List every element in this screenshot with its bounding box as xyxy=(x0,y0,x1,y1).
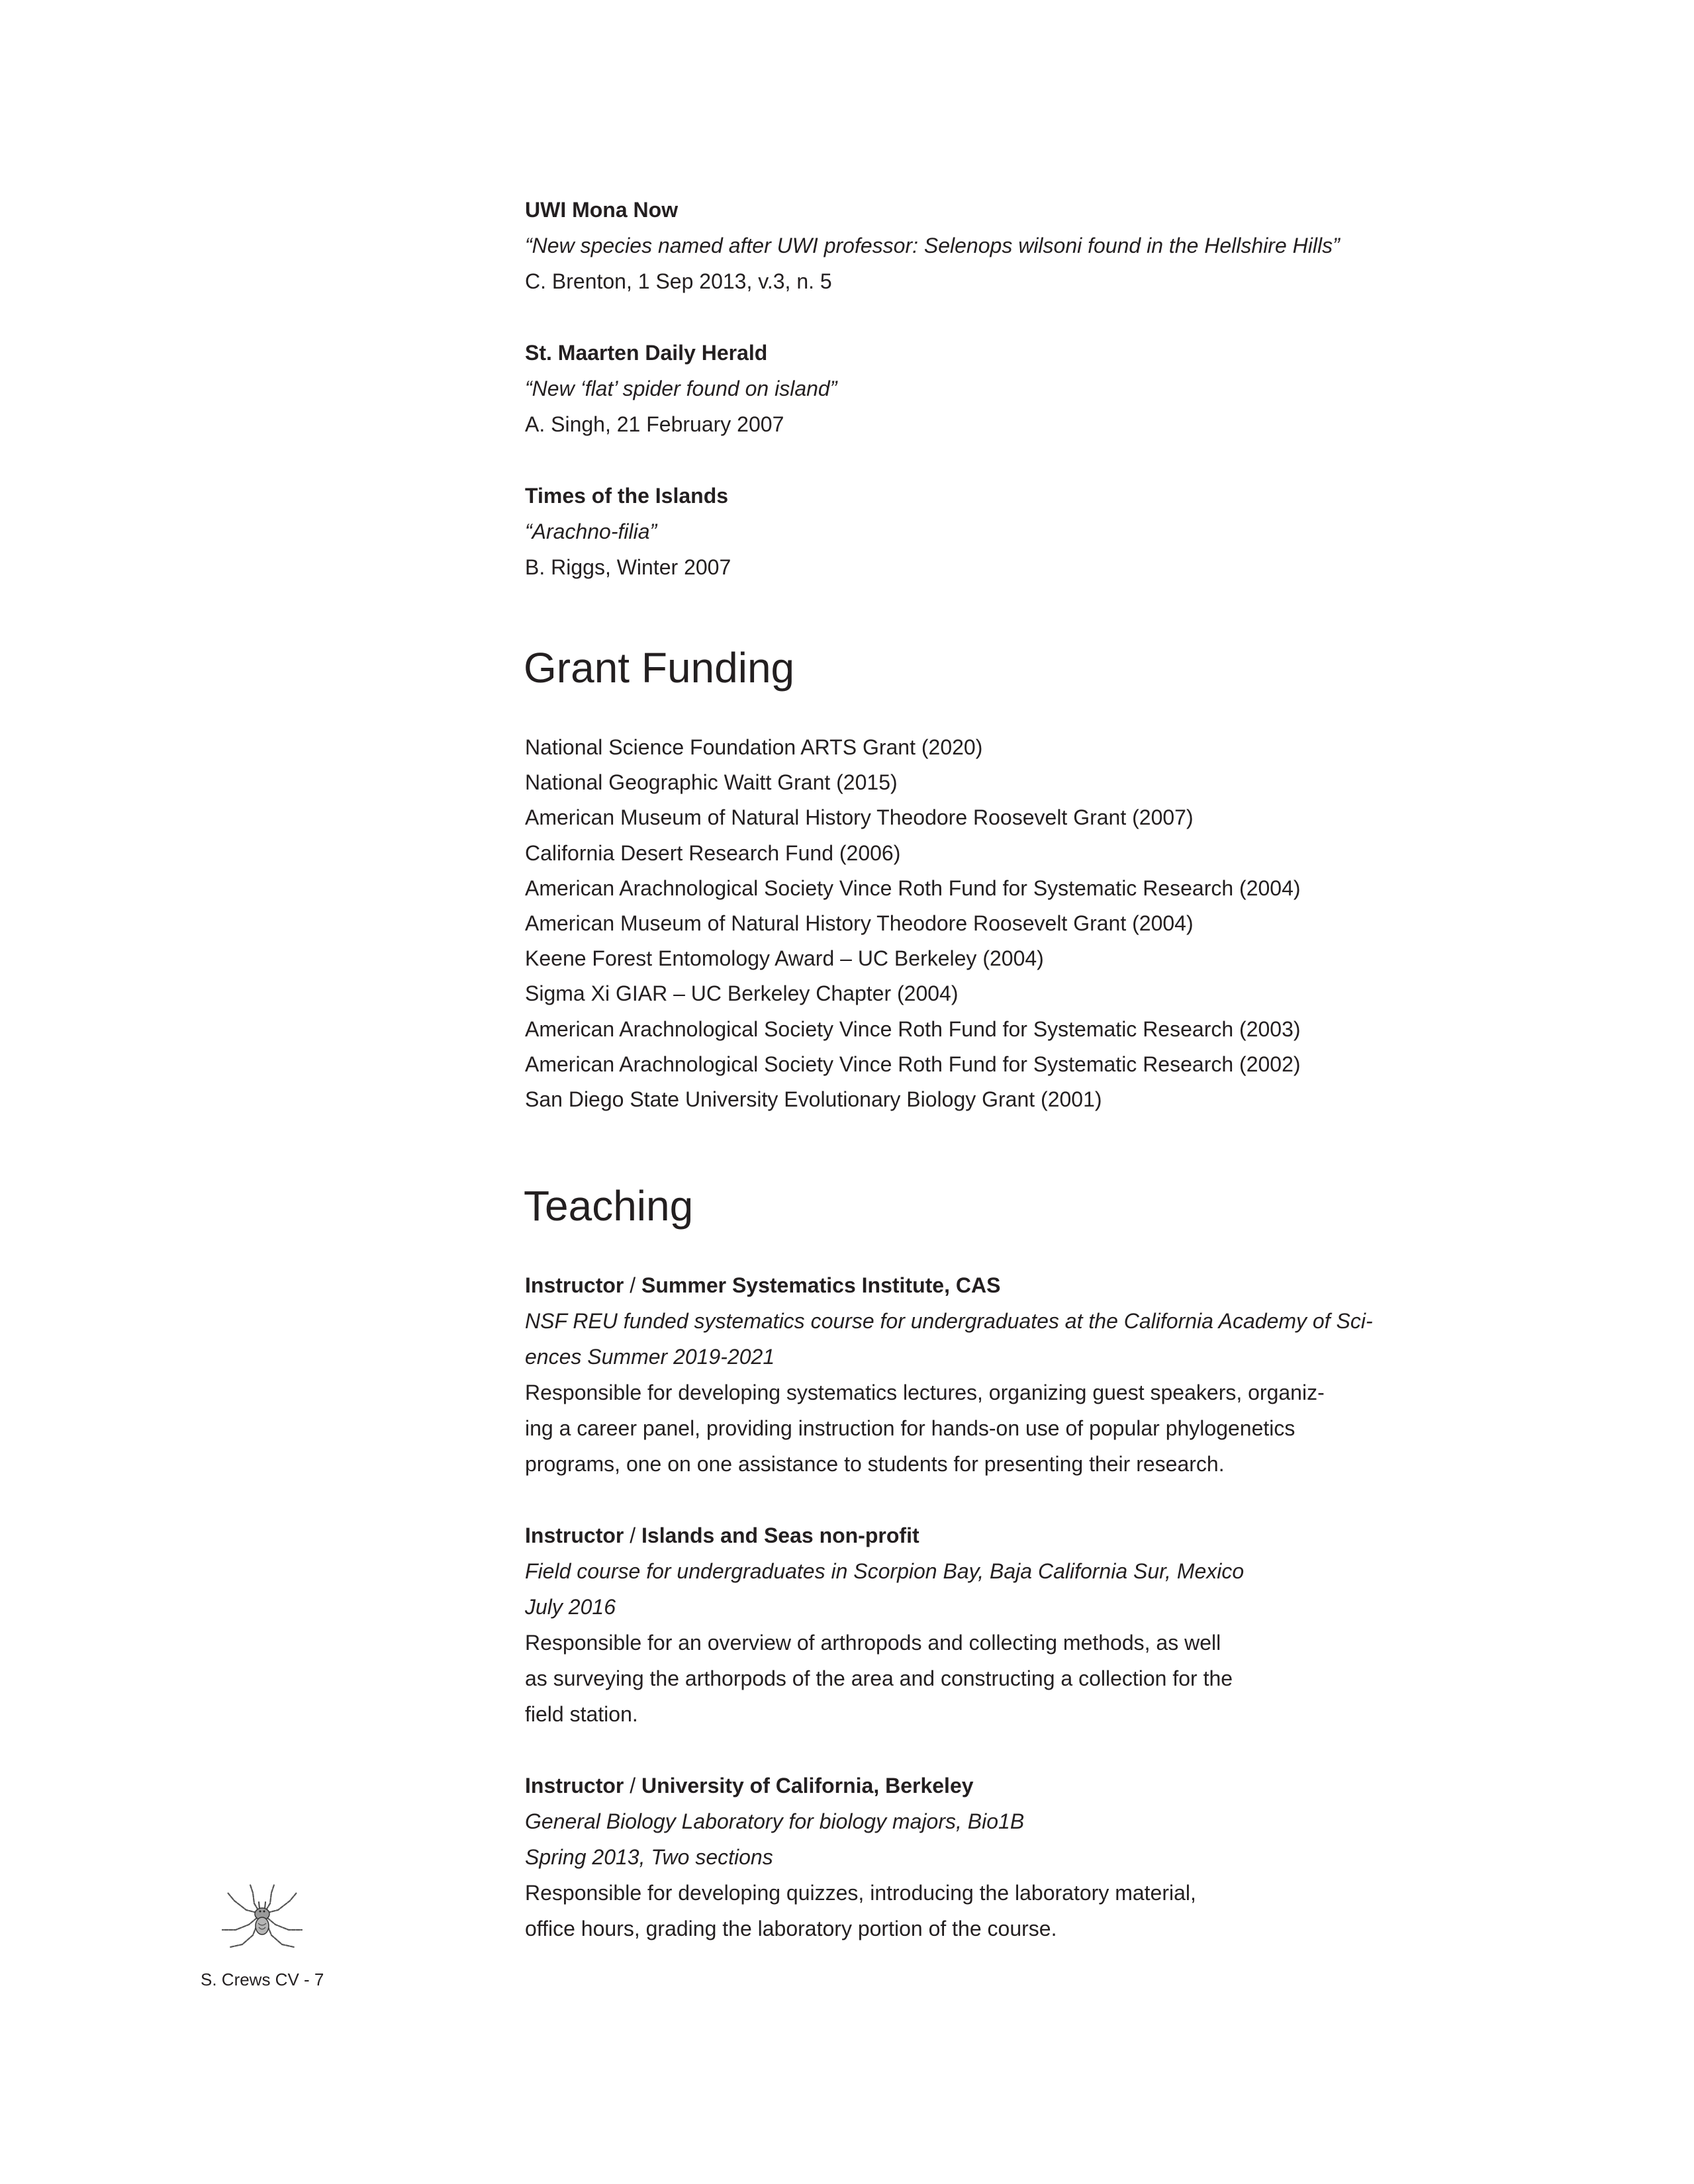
teaching-organization: University of California, Berkeley xyxy=(641,1774,974,1797)
teaching-organization: Islands and Seas non-profit xyxy=(641,1524,919,1547)
teaching-list xyxy=(525,1267,1491,1946)
teaching-organization: Summer Systematics Institute, CAS xyxy=(641,1273,1001,1297)
teaching-detail: General Biology Laboratory for biology majors, Bio1B xyxy=(525,1809,1025,1833)
press-headline: “Arachno-filia” xyxy=(525,520,657,543)
grant-item: Sigma Xi GIAR – UC Berkeley Chapter (2004) xyxy=(525,981,959,1006)
teaching-description-line: office hours, grading the laboratory portion of the course. xyxy=(525,1917,1057,1940)
grant-item: National Geographic Waitt Grant (2015) xyxy=(525,770,898,795)
grant-item: American Arachnological Society Vince Roth Fund for Systematic Research (2004) xyxy=(525,876,1301,900)
teaching-detail: July 2016 xyxy=(525,1595,616,1619)
teaching-entry xyxy=(525,1518,1491,1732)
section-heading-teaching: Teaching xyxy=(524,1182,694,1230)
teaching-description-line: ing a career panel, providing instruction for hands-on use of popular phylogenetics xyxy=(525,1416,1295,1440)
spacer xyxy=(525,442,1491,478)
teaching-description-line: as surveying the arthorpods of the area and constructing a collection for the xyxy=(525,1666,1233,1690)
grant-item: American Museum of Natural History Theodore Roosevelt Grant (2007) xyxy=(525,805,1194,830)
teaching-description-line: field station. xyxy=(525,1702,638,1726)
teaching-title xyxy=(525,1768,1491,1803)
press-outlet: UWI Mona Now xyxy=(525,198,679,222)
press-headline: “New species named after UWI professor: Selenops wilsoni found in the Hellshire Hills” xyxy=(525,234,1340,257)
press-byline: B. Riggs, Winter 2007 xyxy=(525,555,731,579)
press-byline: A. Singh, 21 February 2007 xyxy=(525,412,784,436)
teaching-entry xyxy=(525,1267,1491,1482)
teaching-detail: Spring 2013, Two sections xyxy=(525,1845,773,1869)
spacer xyxy=(525,1482,1491,1518)
spacer xyxy=(525,299,1491,335)
press-coverage-list xyxy=(525,192,1491,585)
press-headline: “New ‘flat’ spider found on island” xyxy=(525,377,837,400)
title-separator: / xyxy=(624,1524,642,1547)
press-outlet: Times of the Islands xyxy=(525,484,729,508)
teaching-role: Instructor xyxy=(525,1273,624,1297)
teaching-title xyxy=(525,1518,1491,1553)
teaching-title xyxy=(525,1267,1491,1303)
press-outlet: St. Maarten Daily Herald xyxy=(525,341,768,365)
page-footer: S. Crews CV - 7 xyxy=(201,1970,324,1989)
title-separator: / xyxy=(624,1774,642,1797)
grant-item: Keene Forest Entomology Award – UC Berkeley (2004) xyxy=(525,946,1044,971)
spacer xyxy=(525,1732,1491,1768)
teaching-entry xyxy=(525,1768,1491,1946)
section-heading-grant-funding: Grant Funding xyxy=(524,644,795,692)
grant-list xyxy=(525,730,1491,1117)
grant-item: San Diego State University Evolutionary Biology Grant (2001) xyxy=(525,1087,1102,1111)
spider-icon xyxy=(220,1884,305,1952)
press-byline: C. Brenton, 1 Sep 2013, v.3, n. 5 xyxy=(525,269,832,293)
grant-item: National Science Foundation ARTS Grant (2020) xyxy=(525,735,983,759)
title-separator: / xyxy=(624,1273,642,1297)
press-entry xyxy=(525,335,1491,442)
press-entry xyxy=(525,478,1491,585)
grant-item: American Museum of Natural History Theodore Roosevelt Grant (2004) xyxy=(525,911,1194,935)
teaching-description-line: programs, one on one assistance to students for presenting their research. xyxy=(525,1452,1225,1476)
teaching-description-line: Responsible for an overview of arthropods and collecting methods, as well xyxy=(525,1631,1221,1655)
teaching-detail: Field course for undergraduates in Scorpion Bay, Baja California Sur, Mexico xyxy=(525,1559,1245,1583)
teaching-role: Instructor xyxy=(525,1774,624,1797)
press-entry xyxy=(525,192,1491,299)
teaching-role: Instructor xyxy=(525,1524,624,1547)
teaching-detail: NSF REU funded systematics course for undergraduates at the California Academy of Sci- xyxy=(525,1309,1373,1333)
teaching-description-line: Responsible for developing quizzes, introducing the laboratory material, xyxy=(525,1881,1196,1905)
teaching-description-line: Responsible for developing systematics lectures, organizing guest speakers, organiz- xyxy=(525,1381,1325,1404)
grant-item: California Desert Research Fund (2006) xyxy=(525,841,901,865)
teaching-detail: ences Summer 2019-2021 xyxy=(525,1345,775,1369)
grant-item: American Arachnological Society Vince Roth Fund for Systematic Research (2003) xyxy=(525,1017,1301,1041)
grant-item: American Arachnological Society Vince Roth Fund for Systematic Research (2002) xyxy=(525,1052,1301,1076)
